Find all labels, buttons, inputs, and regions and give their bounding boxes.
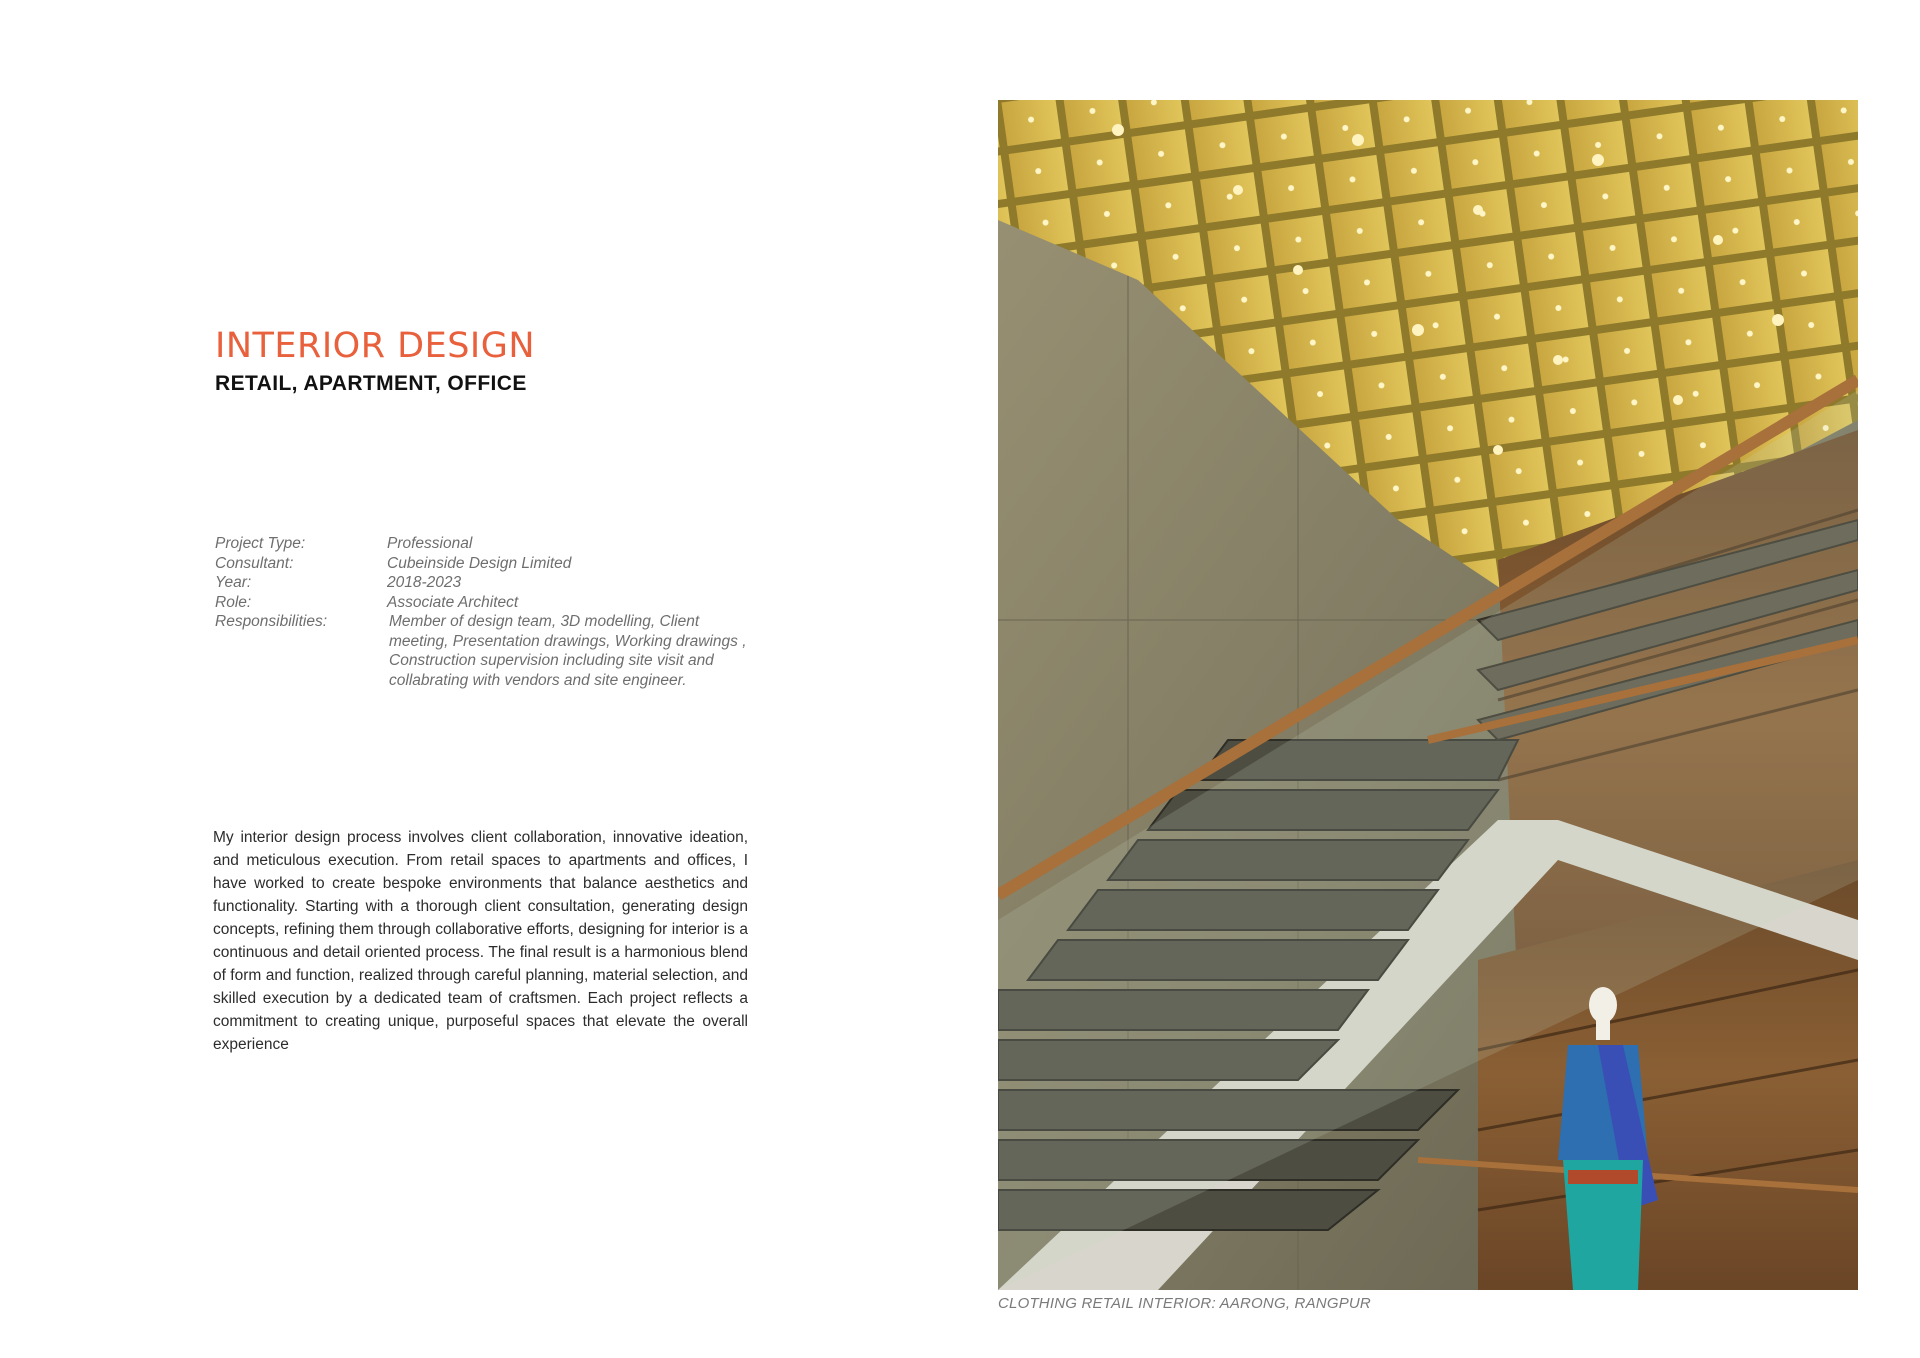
project-photo [998,100,1858,1290]
info-label: Project Type: [215,535,306,552]
info-row-consultant [215,554,755,574]
info-label: Role: [215,593,252,611]
info-row-responsibilities [215,612,755,690]
info-row-role [215,593,755,613]
info-row-year [215,573,755,593]
photo-caption: CLOTHING RETAIL INTERIOR: AARONG, RANGPUR [998,1295,1371,1312]
info-value: 2018-2023 [387,574,462,591]
info-value: Member of design team, 3D modelling, Client meeting, Presentation drawings, Working drawings , Construction supervision including site visit and collabrating with vendors and site engineer. [389,613,747,689]
description-paragraph: My interior design process involves client collaboration, innovative ideation, and meticulous execution. From retail spaces to apartments and offices, I have worked to create bespoke environments that balance aesthetics and functionality. Starting with a thorough client consultation, generating design concepts, refining them through collaborative efforts, designing for interior is a continuous and detail oriented process. The final result is a harmonious blend of form and function, realized through careful planning, material selection, and skilled execution by a dedicated team of craftsmen. Each project reflects a commitment to creating unique, purposeful spaces that elevate the overall experience [213,829,748,1053]
staircase-illustration [998,100,1858,1290]
project-info [215,534,755,690]
info-row-project-type [215,534,755,554]
info-value: Associate Architect [387,593,519,611]
info-value: Cubeinside Design Limited [387,554,572,572]
info-label: Year: [215,574,252,591]
info-value: Professional [387,535,473,552]
page-title: INTERIOR DESIGN [215,326,536,366]
info-label: Consultant: [215,554,294,572]
page-subtitle: RETAIL, APARTMENT, OFFICE [215,372,527,395]
info-label: Responsibilities: [215,613,327,630]
